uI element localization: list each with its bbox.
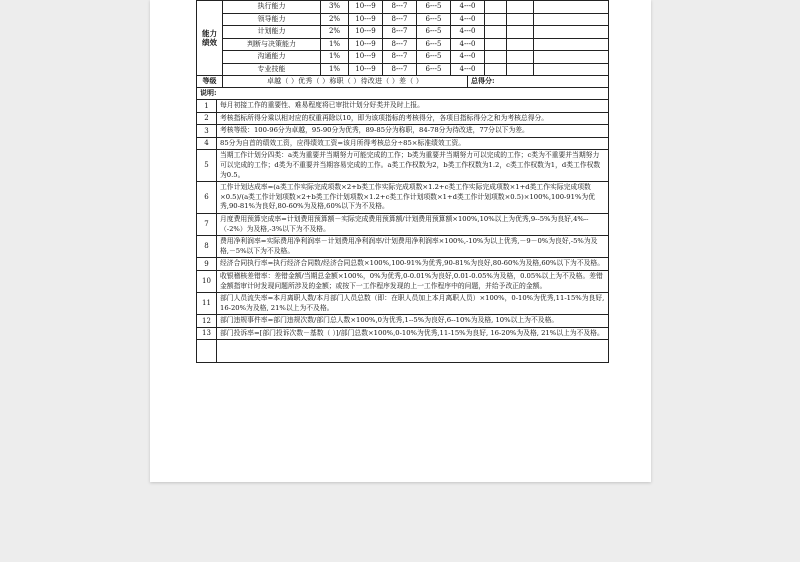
- ability-performance-table: [196, 0, 609, 76]
- evaluation-sheet: [196, 0, 609, 363]
- note-text: 费用净利润率=实际费用净利润率－计划费用净利润率/计划费用净利润率×100%,-10%为以上优秀,－9－0%为良好,-5%为及格,－5%以下为不及格。: [217, 236, 609, 258]
- remarks-cell[interactable]: [534, 63, 609, 76]
- ability-rows: [197, 1, 609, 76]
- document-page: [150, 0, 651, 482]
- note-row: [197, 236, 609, 258]
- ability-name: 领导能力: [223, 13, 321, 26]
- score-range-1: 10---9: [349, 38, 383, 51]
- note-text: 85分为自首的绩效工资，应得绩效工资=该月所得考核总分÷85×标准绩效工资。: [217, 137, 609, 150]
- ability-row: [197, 51, 609, 64]
- score-input[interactable]: [485, 38, 507, 51]
- note-row: [197, 182, 609, 214]
- score-input[interactable]: [485, 1, 507, 14]
- note-number: 8: [197, 236, 217, 258]
- weighted-score-input[interactable]: [507, 38, 534, 51]
- note-row: [197, 315, 609, 328]
- weighted-score-input[interactable]: [507, 63, 534, 76]
- score-input[interactable]: [485, 26, 507, 39]
- note-row: [197, 125, 609, 138]
- note-text: 收银稽核差错率：差错金额/当期总金额×100%，0%为优秀,0-0.01%为良好,0.01-0.05%为及格，0.05%以上为不及格。差错金额指审计时发现问题所涉及的金额；或按下一工作程序发现的上一工作程序中的问题，并给予改正的金额。: [217, 270, 609, 292]
- ability-row: [197, 13, 609, 26]
- ability-name: 判断与决策能力: [223, 38, 321, 51]
- score-range-2: 8---7: [383, 51, 417, 64]
- blank-cell: [197, 340, 217, 363]
- score-range-2: 8---7: [383, 13, 417, 26]
- score-range-4: 4---0: [451, 26, 485, 39]
- note-text: 部门投诉率=[部门投诉次数－基数（ ）]/部门总数×100%,0-10%为优秀,11-15%为良好, 16-20%为及格, 21%以上为不及格。: [217, 327, 609, 340]
- grade-row: [197, 76, 609, 88]
- note-number: 12: [197, 315, 217, 328]
- note-text: 经济合同执行率=执行经济合同数/经济合同总数×100%,100-91%为优秀,90-81%为良好,80-60%为及格,60%以下为不及格。: [217, 258, 609, 271]
- note-text: 部门违规事件率=部门违规次数/部门总人数×100%,0为优秀,1--5%为良好,6--10%为及格, 10%以上为不及格。: [217, 315, 609, 328]
- note-row: [197, 150, 609, 182]
- ability-name: 专业技能: [223, 63, 321, 76]
- notes-title: 说明:: [197, 88, 609, 100]
- ability-weight: 2%: [321, 13, 349, 26]
- note-number: 10: [197, 270, 217, 292]
- score-range-4: 4---0: [451, 1, 485, 14]
- score-range-2: 8---7: [383, 26, 417, 39]
- weighted-score-input[interactable]: [507, 13, 534, 26]
- remarks-cell[interactable]: [534, 13, 609, 26]
- score-input[interactable]: [485, 51, 507, 64]
- note-number: 7: [197, 213, 217, 235]
- ability-weight: 1%: [321, 38, 349, 51]
- ability-row: [197, 1, 609, 14]
- grade-label: 等级: [197, 76, 223, 88]
- note-number: 5: [197, 150, 217, 182]
- ability-name: 执行能力: [223, 1, 321, 14]
- note-text: 考核等级：100-96分为卓越，95-90分为优秀，89-85分为称职，84-78分为待改进，77分以下为差。: [217, 125, 609, 138]
- note-text: 考核指标所得分乘以相对应的权重再除以10，即为该项指标的考核得分，各项目指标得分之和为考核总得分。: [217, 112, 609, 125]
- score-range-4: 4---0: [451, 51, 485, 64]
- note-number: 9: [197, 258, 217, 271]
- weighted-score-input[interactable]: [507, 51, 534, 64]
- score-input[interactable]: [485, 63, 507, 76]
- note-number: 11: [197, 293, 217, 315]
- score-range-4: 4---0: [451, 13, 485, 26]
- score-range-3: 6---5: [417, 63, 451, 76]
- weighted-score-input[interactable]: [507, 26, 534, 39]
- note-row: [197, 100, 609, 113]
- score-range-1: 10---9: [349, 51, 383, 64]
- score-range-3: 6---5: [417, 26, 451, 39]
- ability-weight: 2%: [321, 26, 349, 39]
- score-range-3: 6---5: [417, 51, 451, 64]
- note-text: 每月初接工作的重要性、难易程度将已审批计划分好类并及时上报。: [217, 100, 609, 113]
- ability-row: [197, 26, 609, 39]
- ability-row: [197, 63, 609, 76]
- note-number: 3: [197, 125, 217, 138]
- score-input[interactable]: [485, 13, 507, 26]
- ability-weight: 1%: [321, 51, 349, 64]
- note-row: [197, 112, 609, 125]
- ability-weight: 1%: [321, 63, 349, 76]
- score-range-3: 6---5: [417, 38, 451, 51]
- ability-name: 计划能力: [223, 26, 321, 39]
- note-row: [197, 258, 609, 271]
- remarks-cell[interactable]: [534, 51, 609, 64]
- score-range-4: 4---0: [451, 63, 485, 76]
- ability-category-label: 能力 绩效: [197, 1, 223, 76]
- score-range-1: 10---9: [349, 63, 383, 76]
- ability-row: [197, 38, 609, 51]
- note-text: 月度费用预算完成率=计划费用预算额－实际完成费用预算额/计划费用预算额×100%,10%以上为优秀,9--5%为良好,4%--（-2%）为及格,-3%以下为不及格。: [217, 213, 609, 235]
- note-number: 13: [197, 327, 217, 340]
- score-range-2: 8---7: [383, 38, 417, 51]
- ability-weight: 3%: [321, 1, 349, 14]
- remarks-cell[interactable]: [534, 38, 609, 51]
- remarks-cell[interactable]: [534, 1, 609, 14]
- score-range-2: 8---7: [383, 1, 417, 14]
- note-row: [197, 293, 609, 315]
- note-row: [197, 137, 609, 150]
- notes-table: [196, 87, 609, 363]
- note-row: [197, 270, 609, 292]
- score-range-4: 4---0: [451, 38, 485, 51]
- grade-options[interactable]: 卓越（ ）优秀（ ）称职（ ）待改进（ ）差（ ）: [223, 76, 468, 88]
- note-number: 6: [197, 182, 217, 214]
- score-range-3: 6---5: [417, 13, 451, 26]
- total-score-label: 总得分:: [468, 76, 609, 88]
- blank-row: [197, 340, 609, 363]
- blank-cell: [217, 340, 609, 363]
- notes-title-row: [197, 88, 609, 100]
- notes-list: [197, 100, 609, 363]
- weighted-score-input[interactable]: [507, 1, 534, 14]
- ability-name: 沟通能力: [223, 51, 321, 64]
- note-text: 当期工作计划分四类：a类为重要并当期努力可能完成的工作；b类为重要并当期努力可以完成的工作；c类为不重要并当期努力可以完成的工作；d类为不重要并当期容易完成的工作。a类工作权数为2，b类工作权数为1.2，c类工作权数为1，d类工作权数为0.5。: [217, 150, 609, 182]
- remarks-cell[interactable]: [534, 26, 609, 39]
- note-text: 工作计划达成率=(a类工作实际完成项数×2+b类工作实际完成项数×1.2+c类工作实际完成项数×1+d类工作实际完成项数×0.5)/(a类工作计划项数×2+b类工作计划项数×1.2+c类工作计划项数×1+d类工作计划项数×0.5)×100%,100-91%为优秀,90-81%为良好,80-60%为及格,60%以下为不及格。: [217, 182, 609, 214]
- score-range-1: 10---9: [349, 1, 383, 14]
- note-number: 1: [197, 100, 217, 113]
- note-number: 2: [197, 112, 217, 125]
- note-number: 4: [197, 137, 217, 150]
- note-row: [197, 327, 609, 340]
- score-range-1: 10---9: [349, 13, 383, 26]
- score-range-2: 8---7: [383, 63, 417, 76]
- score-range-3: 6---5: [417, 1, 451, 14]
- note-text: 部门人员流失率=本月离职人数/本月部门人员总数（即：在职人员加上本月离职人员）×100%，0-10%为优秀,11-15%为良好, 16-20%为及格, 21%以上为不及格。: [217, 293, 609, 315]
- score-range-1: 10---9: [349, 26, 383, 39]
- note-row: [197, 213, 609, 235]
